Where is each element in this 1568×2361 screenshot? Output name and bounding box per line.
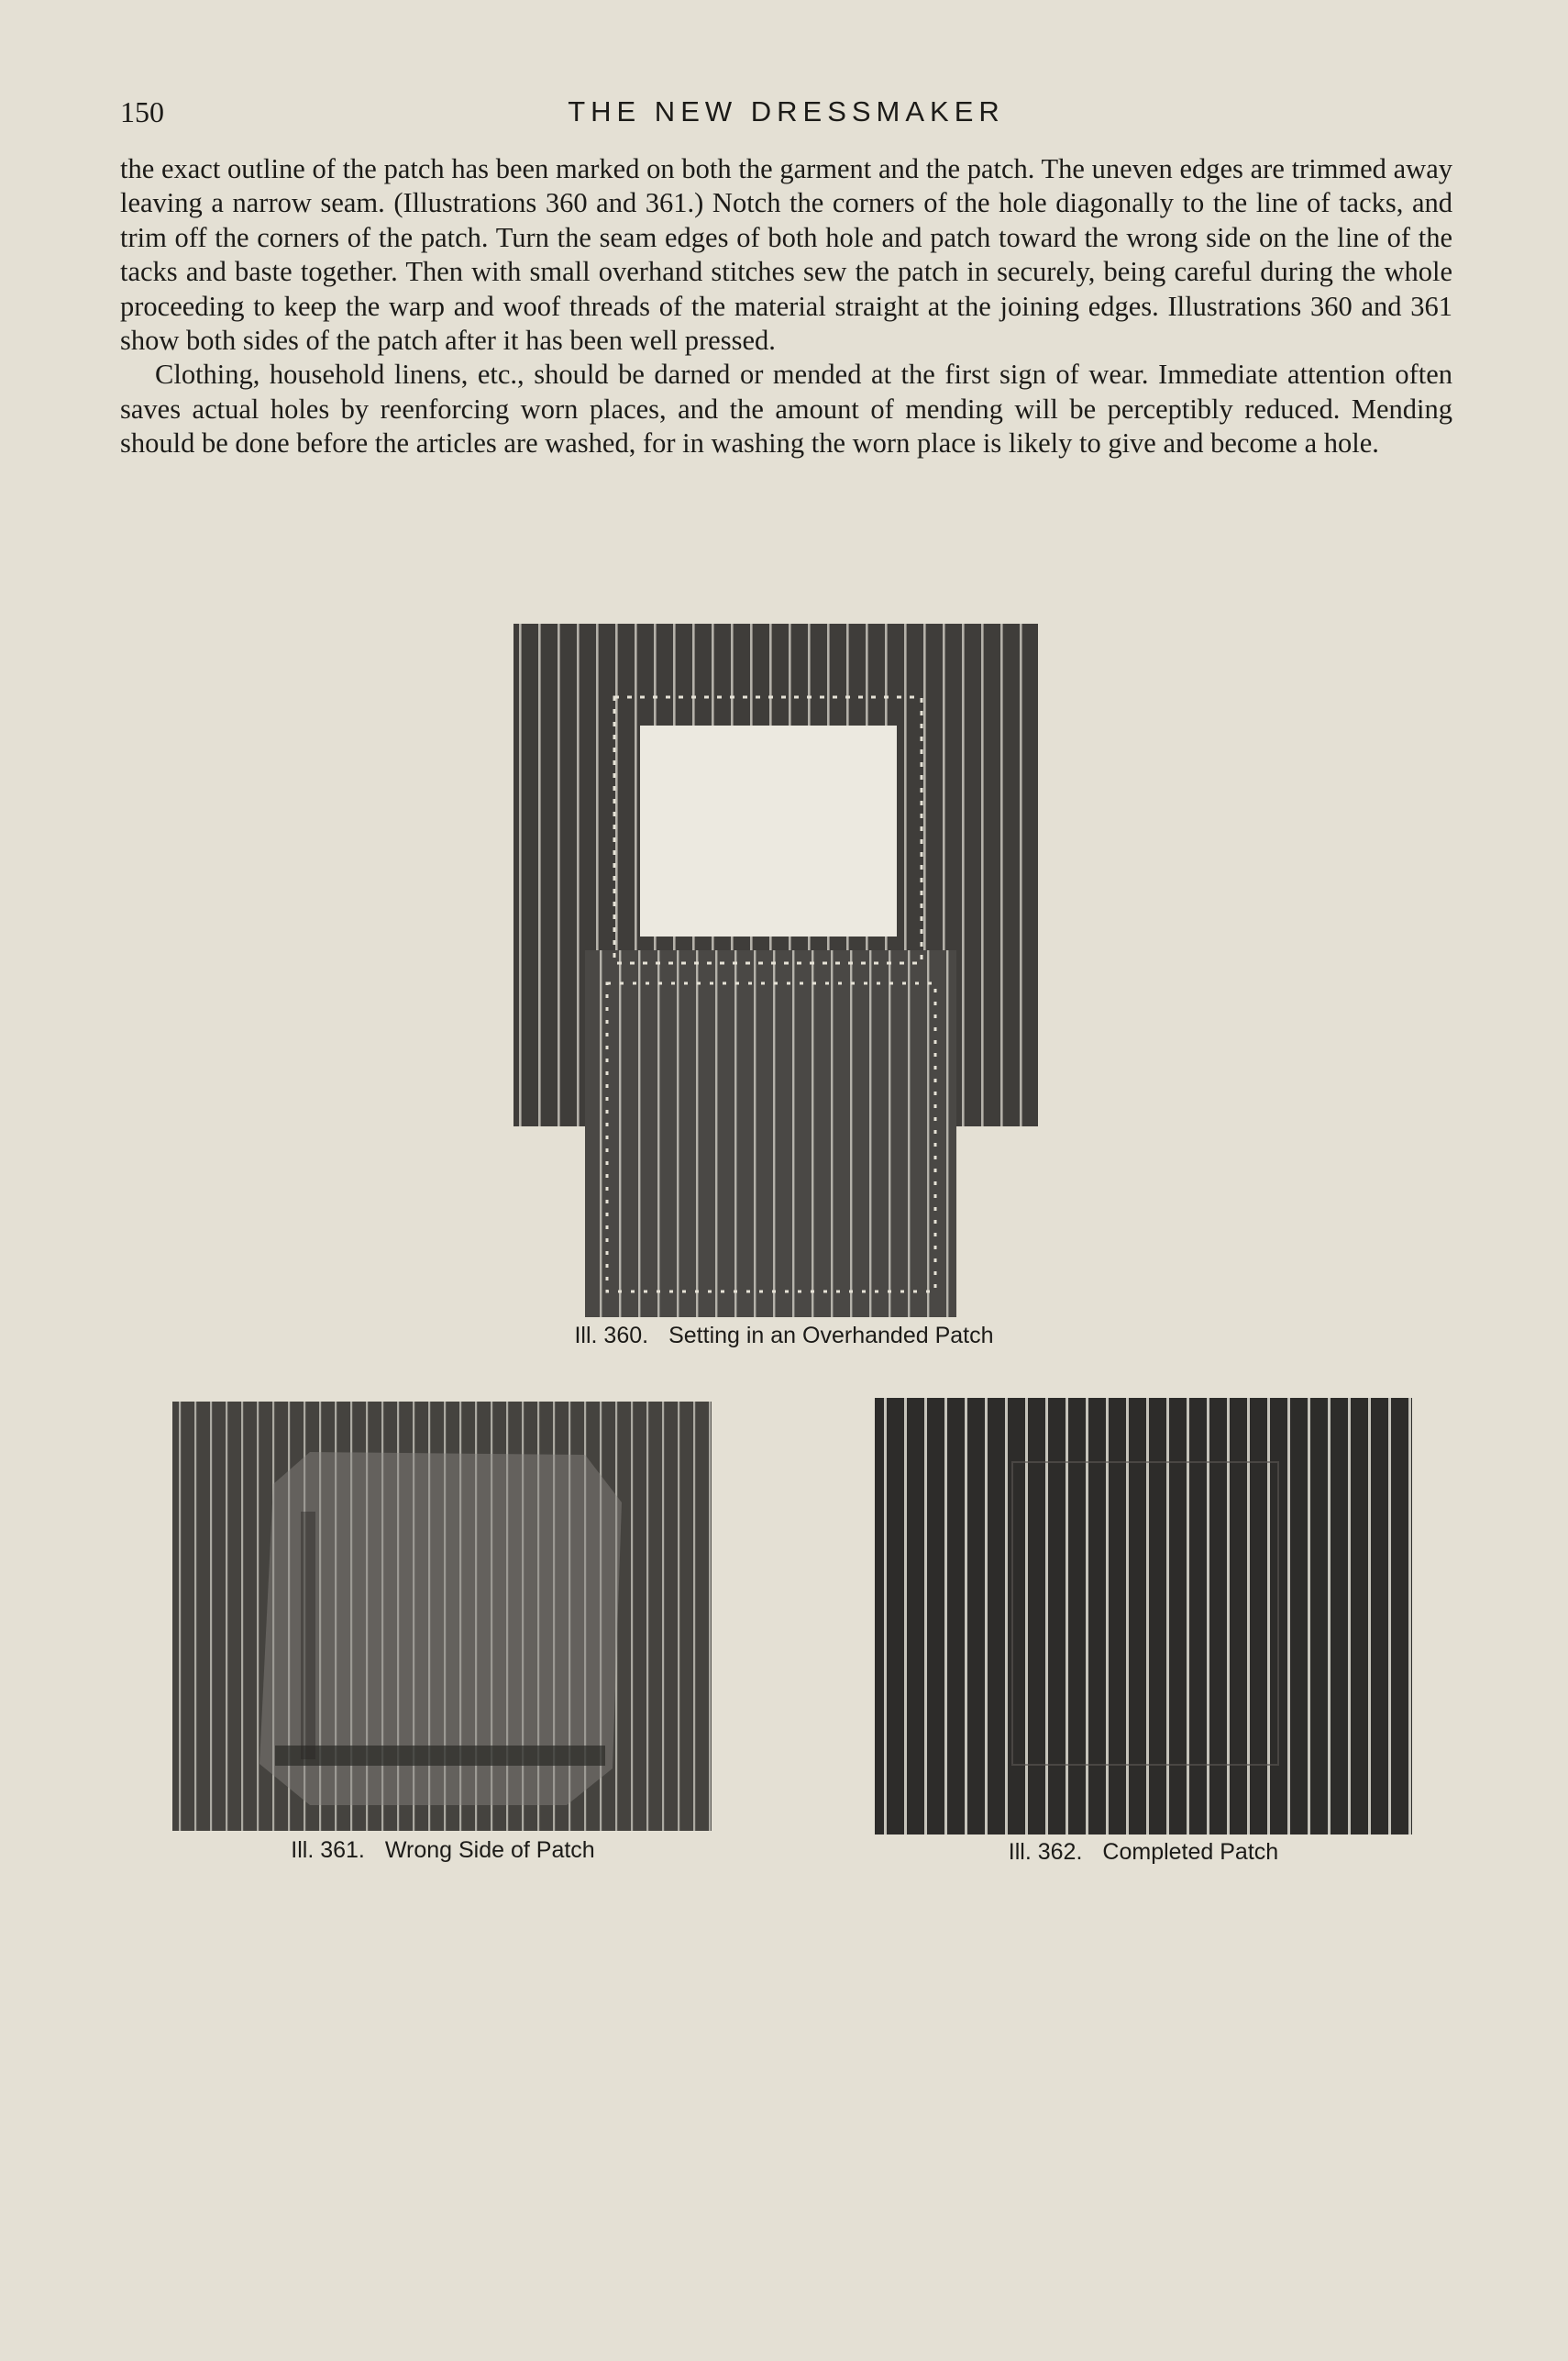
fabric-right-side — [875, 1398, 1412, 1834]
patch-fabric — [585, 950, 956, 1317]
caption-360 — [512, 1323, 1056, 1349]
figure-360-photo — [512, 620, 1056, 1319]
paragraph-continuation: the exact outline of the patch has been marked on both the garment and the patch. The uneven edges are trimmed away leaving a narrow seam. (Illustrations 360 and 361.) Notch the corners of the hole diagonally to the line of tacks, and trim off the corners of the patch. Turn the seam edges of both hole and patch toward the wrong side on the line of the tacks and baste together. Then with small overhand stitches sew the patch in securely, being careful during the whole proceeding to keep the warp and woof threads of the material straight at the joining edges. Illustrations 360 and 361 show both sides of the patch after it has been well pressed. — [120, 153, 1452, 357]
body-text — [120, 152, 1452, 461]
caption-362-title: Completed Patch — [1102, 1839, 1279, 1865]
caption-361-title: Wrong Side of Patch — [384, 1837, 595, 1863]
paragraph-mending-advice: Clothing, household linens, etc., should be darned or mended at the first sign of wear. Immediate attention often saves actual holes by reenforcing worn places, and the amount of mending will be perceptibly reduced. Mending should be done before the articles are washed, for in washing the worn place is likely to give and become a hole. — [120, 359, 1452, 460]
figure-362-photo — [875, 1398, 1412, 1834]
figure-361-photo — [172, 1402, 713, 1831]
caption-361-number: Ill. 361. — [291, 1837, 365, 1863]
caption-362-number: Ill. 362. — [1008, 1839, 1083, 1865]
running-title: THE NEW DRESSMAKER — [568, 95, 1005, 127]
hole-opening — [640, 726, 897, 937]
caption-360-title: Setting in an Overhanded Patch — [668, 1323, 994, 1348]
caption-360-number: Ill. 360. — [574, 1323, 649, 1348]
caption-362 — [875, 1839, 1412, 1866]
page-header — [120, 95, 1452, 132]
patch-edge-left — [301, 1512, 315, 1759]
caption-361 — [172, 1837, 713, 1864]
patch-edge-bottom — [275, 1746, 605, 1766]
page-number: 150 — [120, 95, 164, 128]
